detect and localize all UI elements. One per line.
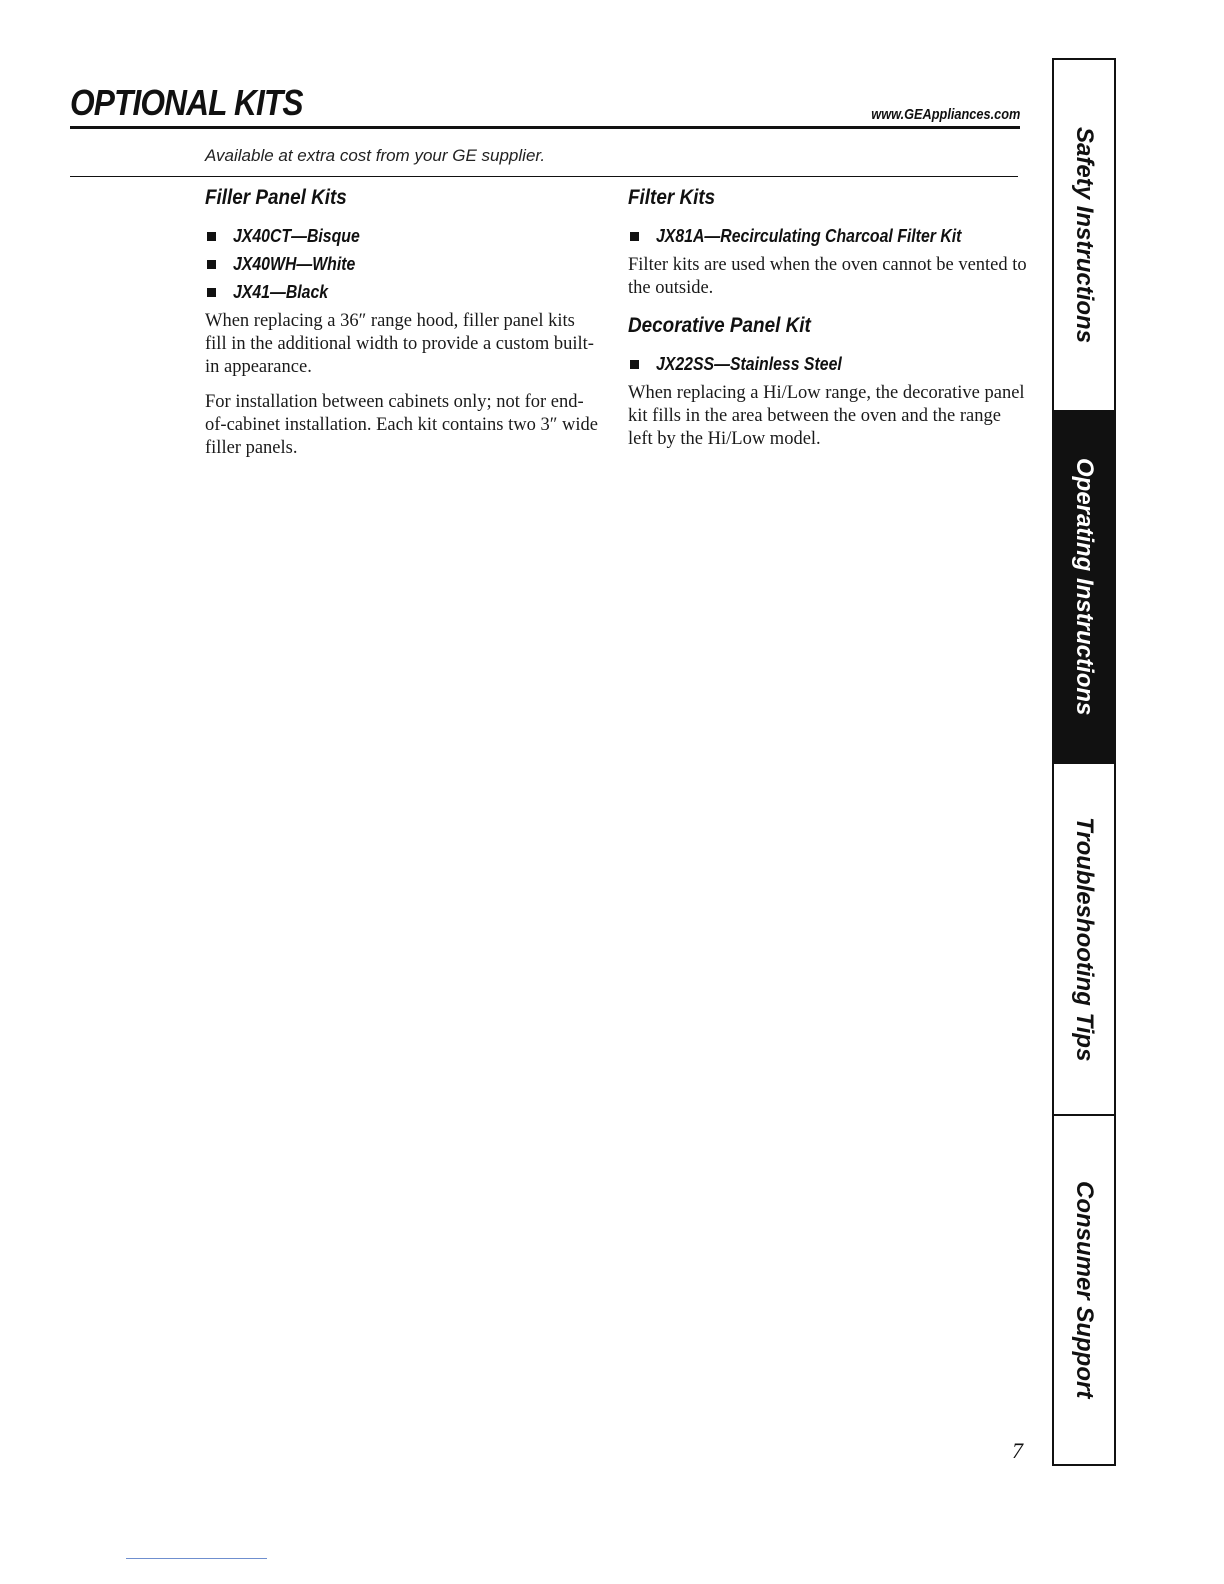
square-bullet-icon (207, 232, 216, 241)
subtitle-rule (70, 176, 1018, 177)
square-bullet-icon (630, 360, 639, 369)
decorative-panel-description: When replacing a Hi/Low range, the decorative panel kit fills in the area between the oven and the range left by the Hi/Low model. (628, 383, 1025, 449)
list-item: JX40CT—Bisque (205, 222, 600, 250)
right-column (628, 186, 1028, 463)
tab-safety-instructions[interactable] (1052, 58, 1116, 410)
tab-label: Consumer Support (1071, 1181, 1098, 1399)
filler-panel-description: When replacing a 36″ range hood, filler panel kits fill in the additional width to provide a custom built-in appearance. (205, 311, 594, 377)
filler-panel-kits-heading: Filler Panel Kits (205, 186, 347, 209)
filter-kit-list (628, 222, 1028, 250)
tab-consumer-support[interactable] (1052, 1116, 1116, 1466)
square-bullet-icon (630, 232, 639, 241)
list-item: JX22SS—Stainless Steel (628, 350, 1028, 378)
square-bullet-icon (207, 288, 216, 297)
list-item: JX40WH—White (205, 250, 600, 278)
decorative-panel-kit-list (628, 350, 1028, 378)
tab-label: Safety Instructions (1071, 126, 1098, 344)
page-title: OPTIONAL KITS (70, 82, 303, 123)
header-rule (70, 126, 1020, 129)
list-item: JX41—Black (205, 278, 600, 306)
square-bullet-icon (207, 260, 216, 269)
filler-panel-installation-note: For installation between cabinets only; not for end-of-cabinet installation. Each kit contains two 3″ wide filler panels. (205, 392, 599, 458)
tab-operating-instructions[interactable] (1052, 410, 1116, 764)
tab-label: Troubleshooting Tips (1071, 816, 1098, 1062)
list-item: JX81A—Recirculating Charcoal Filter Kit (628, 222, 1028, 250)
filter-kit-description: Filter kits are used when the oven cannot be vented to the outside. (628, 255, 1027, 298)
tab-label: Operating Instructions (1071, 458, 1098, 716)
page-number: 7 (1012, 1438, 1023, 1463)
filter-kits-heading: Filter Kits (628, 186, 716, 209)
left-column (205, 186, 600, 472)
decorative-panel-kit-heading: Decorative Panel Kit (628, 314, 811, 337)
footer-divider (126, 1558, 267, 1559)
filler-panel-kit-list (205, 222, 600, 306)
tab-troubleshooting-tips[interactable] (1052, 764, 1116, 1116)
website-url: www.GEAppliances.com (870, 106, 1020, 123)
section-tabs (1052, 58, 1118, 1466)
subtitle: Available at extra cost from your GE supplier. (205, 146, 546, 165)
